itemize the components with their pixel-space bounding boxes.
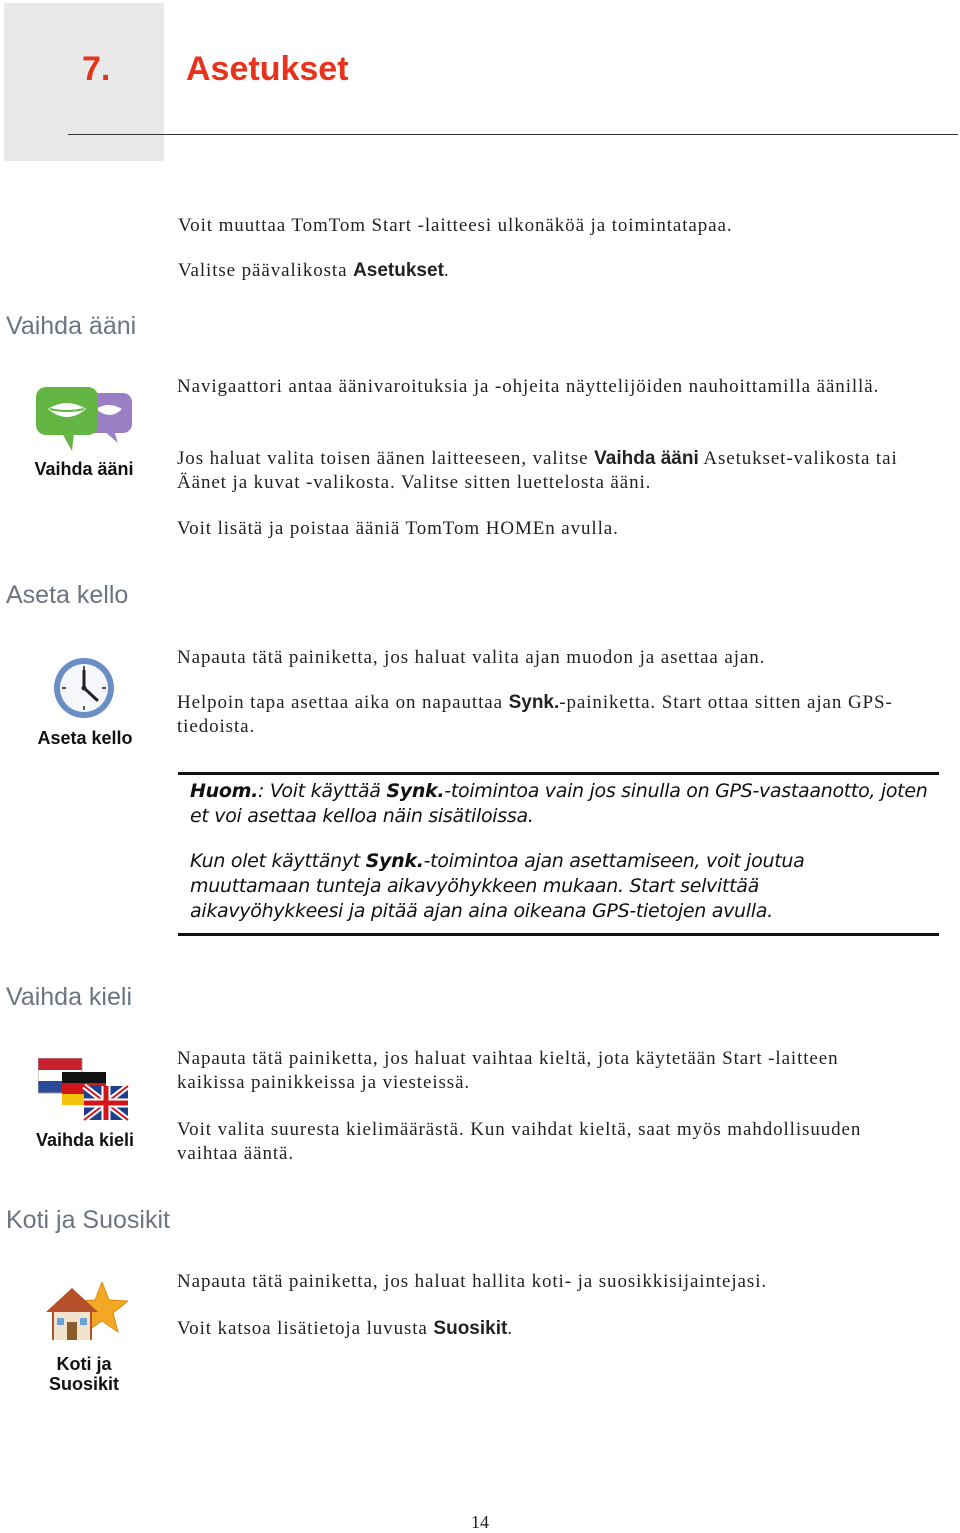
language-paragraph-2: Voit valita suuresta kielimäärästä. Kun vaihdat kieltä, saat myös mahdollisuuden vaihtaa ääntä. [177, 1119, 862, 1164]
clock-paragraph-1: Napauta tätä painiketta, jos haluat valita ajan muodon ja asettaa ajan. [177, 647, 766, 668]
home-paragraph-1: Napauta tätä painiketta, jos haluat hallita koti- ja suosikkisijaintejasi. [177, 1271, 768, 1292]
chapter-rule [68, 134, 958, 135]
section-heading-language: Vaihda kieli [6, 983, 133, 1011]
intro-line-2: Valitse päävalikosta Asetukset. [178, 260, 450, 281]
language-paragraph-1: Napauta tätä painiketta, jos haluat vaihtaa kieltä, jota käytetään Start -laitteen kaikissa painikkeissa ja viesteissä. [177, 1048, 839, 1093]
icon-label-language: Vaihda kieli [35, 1130, 135, 1150]
icon-label-voice: Vaihda ääni [34, 459, 134, 479]
section-heading-home: Koti ja Suosikit [6, 1206, 170, 1234]
icon-label-clock: Aseta kello [37, 728, 133, 748]
home-star-icon [46, 1282, 128, 1342]
section-heading-voice: Vaihda ääni [6, 312, 137, 340]
note-paragraph-1: Huom.: Voit käyttää Synk.-toimintoa vain jos sinulla on GPS-vastaanotto, joten et voi asettaa kelloa näin sisätiloissa. [190, 780, 928, 827]
voice-paragraph-1: Navigaattori antaa äänivaroituksia ja -ohjeita näyttelijöiden nauhoittamilla äänillä. [177, 376, 880, 397]
intro-line-1: Voit muuttaa TomTom Start -laitteesi ulkonäköä ja toimintatapaa. [178, 215, 733, 236]
note-rule-bottom [178, 933, 939, 936]
clock-icon [52, 656, 116, 720]
clock-paragraph-2: Helpoin tapa asettaa aika on napauttaa Synk.-painiketta. Start ottaa sitten ajan GPS-tiedoista. [177, 692, 893, 737]
speech-bubbles-icon [34, 385, 134, 453]
note-rule-top [178, 772, 939, 775]
home-paragraph-2: Voit katsoa lisätietoja luvusta Suosikit. [177, 1318, 513, 1339]
chapter-title: Asetukset [186, 50, 349, 88]
section-heading-clock: Aseta kello [6, 581, 129, 609]
icon-label-home: Koti ja Suosikit [48, 1354, 119, 1394]
voice-paragraph-3: Voit lisätä ja poistaa ääniä TomTom HOMEn avulla. [177, 518, 619, 539]
page-number: 14 [471, 1512, 489, 1532]
flags-icon [38, 1058, 130, 1122]
voice-paragraph-2: Jos haluat valita toisen äänen laitteeseen, valitse Vaihda ääni Asetukset-valikosta tai Äänet ja kuvat -valikosta. Valitse sitten luettelosta ääni. [177, 448, 898, 493]
chapter-number: 7. [82, 50, 111, 88]
note-paragraph-2: Kun olet käyttänyt Synk.-toimintoa ajan asettamiseen, voit joutua muuttamaan tunteja aikavyöhykkeen mukaan. Start selvittää aikavyöhykkeesi ja pitää ajan aina oikeana GPS-tietojen avulla. [190, 850, 805, 922]
